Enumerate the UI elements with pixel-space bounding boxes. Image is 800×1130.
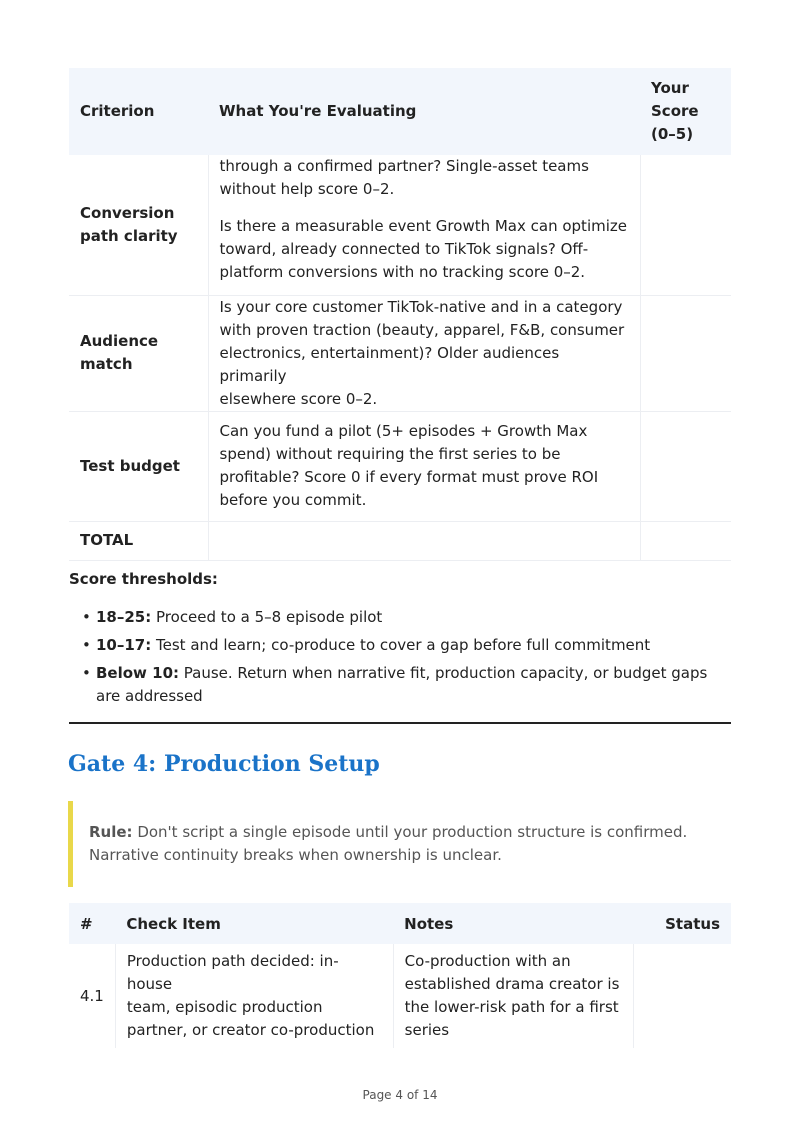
header-criterion: Criterion [69,68,208,155]
table-row [69,155,731,295]
status-cell[interactable] [633,944,731,1048]
total-label: TOTAL [69,521,208,560]
rule-text: Don't script a single episode until your production structure is confirmed. Narrative continuity breaks when ownership is unclear. [89,823,688,864]
threshold-label: 18–25: [96,608,152,626]
evaluation-text: Is there a measurable event Growth Max can optimize toward, already connected to TikTok signals? Off- platform conversions with no tracking score 0–2. [219,217,627,281]
notes-cell: Co-production with an established drama creator is the lower-risk path for a first series [393,944,633,1048]
header-score: Your Score (0–5) [640,68,731,155]
header-notes: Notes [393,903,633,944]
evaluation-cell: Can you fund a pilot (5+ episodes + Growth Max spend) without requiring the first series to be profitable? Score 0 if every format must prove ROI before you commit. [208,411,640,521]
rule-label: Rule: [89,823,133,841]
evaluation-continued-text: through a confirmed partner? Single-asset teams without help score 0–2. [219,157,589,198]
evaluation-cell: Is your core customer TikTok-native and in a category with proven traction (beauty, apparel, F&B, consumer electronics, entertainment)? Older audiences primarily elsewhere score 0–2. [208,295,640,411]
list-item: • Below 10: Pause. Return when narrative fit, production capacity, or budget gaps are addressed [82,664,708,705]
list-item: • 18–25: Proceed to a 5–8 episode pilot [82,608,383,626]
table-row [69,295,731,411]
section-divider [69,722,731,724]
item-number: 4.1 [80,986,104,1005]
threshold-text: Proceed to a 5–8 episode pilot [151,608,383,626]
threshold-label: Below 10: [96,664,180,682]
criterion-cell: Audience match [69,295,208,411]
score-cell[interactable] [640,295,731,411]
list-item: • 10–17: Test and learn; co-produce to cover a gap before full commitment [82,636,651,654]
evaluation-cell [208,155,640,295]
score-cell[interactable] [640,411,731,521]
total-evaluation-cell [208,521,640,560]
header-status: Status [633,903,731,944]
check-item-cell: Production path decided: in-house team, episodic production partner, or creator co-production [115,944,393,1048]
threshold-label: 10–17: [96,636,152,654]
header-check-item: Check Item [115,903,393,944]
page-number: Page 4 of 14 [362,1088,438,1102]
scoring-table [69,68,731,561]
total-row [69,521,731,560]
header-evaluating: What You're Evaluating [208,68,640,155]
criterion-cell: Conversion path clarity [80,203,178,245]
criterion-cell: Test budget [69,411,208,521]
threshold-text: Test and learn; co-produce to cover a gap before full commitment [151,636,651,654]
header-number: # [69,903,115,944]
table-row [69,944,731,1048]
threshold-text: Pause. Return when narrative fit, production capacity, or budget gaps are addressed [96,664,708,705]
section-title: Gate 4: Production Setup [68,751,380,777]
checklist-table [69,903,731,1048]
scoring-table-header [69,68,731,155]
table-row [69,411,731,521]
checklist-table-header [69,903,731,944]
thresholds-list [82,606,732,713]
thresholds-heading: Score thresholds: [69,570,218,588]
total-score-cell[interactable] [640,521,731,560]
score-cell[interactable] [640,155,731,295]
rule-callout [68,801,730,887]
